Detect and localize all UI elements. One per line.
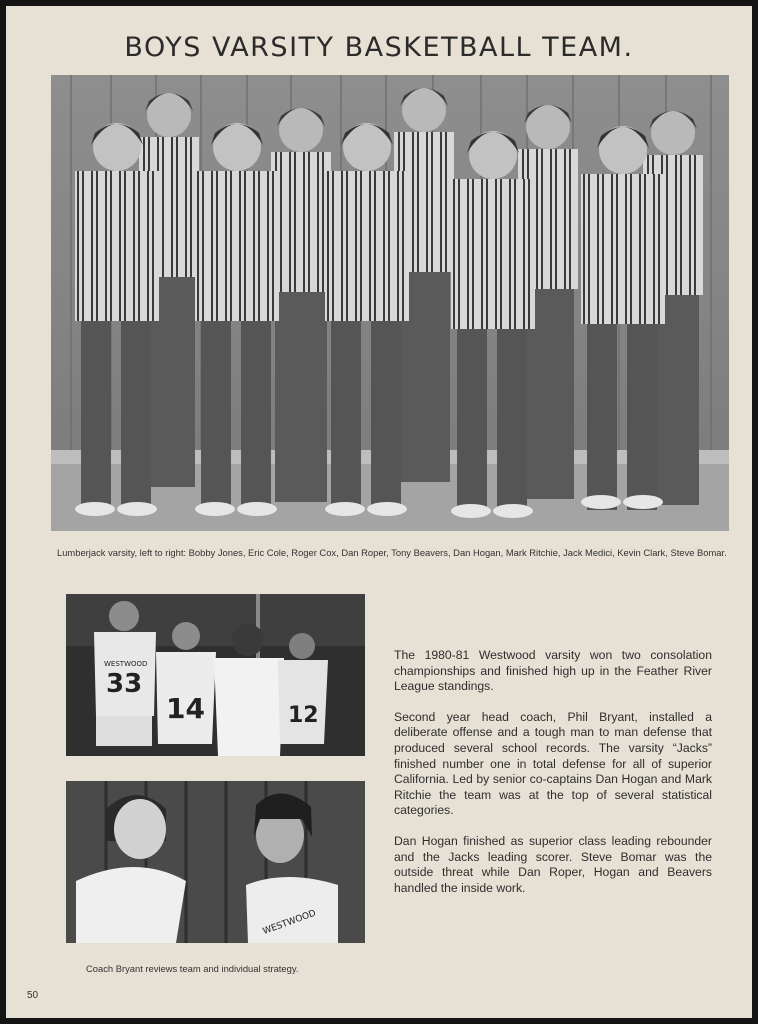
page-number: 50: [27, 990, 39, 1001]
jersey-number-14: 14: [166, 692, 205, 725]
team-photo: [51, 75, 729, 531]
huddle-photo-image: [66, 594, 365, 756]
coach-photo-caption: Coach Bryant reviews team and individual strategy.: [86, 963, 299, 974]
article-paragraph-1: The 1980-81 Westwood varsity won two consolation championships and finished high up in the Feather River League standings.: [394, 648, 712, 694]
huddle-photo: [66, 594, 365, 756]
jersey-number-12: 12: [288, 703, 319, 728]
coach-photo-jersey-text: WESTWOOD: [261, 908, 318, 937]
jersey-number-33: 33: [106, 669, 143, 699]
team-photo-caption: Lumberjack varsity, left to right: Bobby Jones, Eric Cole, Roger Cox, Dan Roper, Tony Beavers, Dan Hogan, Mark Ritchie, Jack Medici, Kevin Clark, Steve Bomar.: [57, 547, 727, 558]
article-paragraph-3: Dan Hogan finished as superior class leading rebounder and the Jacks leading scorer. Steve Bomar was the outside threat while Dan Roper, Hogan and Beavers handled the inside work.: [394, 833, 712, 895]
article-paragraph-2: Second year head coach, Phil Bryant, installed a deliberate offense and a tough man to man defense that produced several school records. The varsity “Jacks” finished number one in total defense for all of superior California. Led by senior co-captains Dan Hogan and Mark Ritchie the team was at the top of several statistical categories.: [394, 709, 712, 818]
page-title: BOYS VARSITY BASKETBALL TEAM.: [124, 32, 634, 63]
article-body: [394, 648, 712, 911]
coach-photo: [66, 781, 365, 943]
coach-photo-image: [66, 781, 365, 943]
huddle-jersey-text-left: WESTWOOD: [104, 660, 148, 668]
yearbook-page: [6, 6, 752, 1018]
team-photo-image: [51, 75, 729, 531]
